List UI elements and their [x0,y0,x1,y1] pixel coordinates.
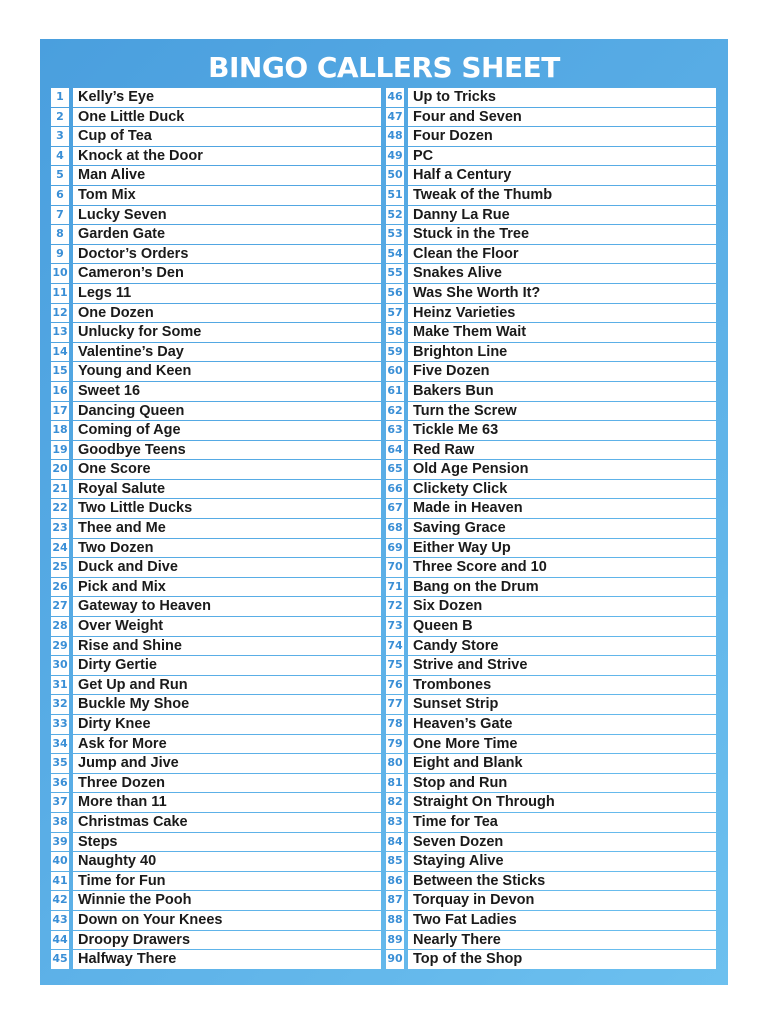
call-row [386,793,716,813]
call-number: 57 [386,304,404,323]
call-row [386,147,716,167]
call-name: Winnie the Pooh [73,891,381,910]
call-row [386,558,716,578]
call-row [51,421,381,441]
call-row [386,695,716,715]
call-number: 45 [51,950,69,969]
call-name: PC [408,147,716,166]
call-name: Seven Dozen [408,833,716,852]
call-name: Gateway to Heaven [73,597,381,616]
calls-column-right [386,88,716,970]
call-number: 24 [51,539,69,558]
call-name: Queen B [408,617,716,636]
call-row [386,499,716,519]
call-name: Garden Gate [73,225,381,244]
call-name: Red Raw [408,441,716,460]
call-row [51,911,381,931]
call-name: Tweak of the Thumb [408,186,716,205]
call-row [386,441,716,461]
call-row [386,460,716,480]
call-number: 49 [386,147,404,166]
call-number: 90 [386,950,404,969]
call-name: Kelly’s Eye [73,88,381,107]
call-row [51,343,381,363]
call-number: 8 [51,225,69,244]
call-name: Bang on the Drum [408,578,716,597]
call-name: Dirty Knee [73,715,381,734]
call-name: Heaven’s Gate [408,715,716,734]
call-row [386,833,716,853]
call-number: 37 [51,793,69,812]
call-row [386,480,716,500]
call-number: 47 [386,108,404,127]
call-number: 80 [386,754,404,773]
call-name: Valentine’s Day [73,343,381,362]
call-name: Down on Your Knees [73,911,381,930]
call-name: Trombones [408,676,716,695]
call-name: Man Alive [73,166,381,185]
call-name: Cameron’s Den [73,264,381,283]
call-name: Snakes Alive [408,264,716,283]
call-name: Make Them Wait [408,323,716,342]
call-name: Three Dozen [73,774,381,793]
call-number: 30 [51,656,69,675]
call-number: 75 [386,656,404,675]
calls-column-left [51,88,381,970]
call-number: 70 [386,558,404,577]
call-name: Heinz Varieties [408,304,716,323]
call-number: 36 [51,774,69,793]
call-row [51,931,381,951]
call-number: 21 [51,480,69,499]
call-row [386,774,716,794]
call-name: Time for Fun [73,872,381,891]
call-name: Was She Worth It? [408,284,716,303]
call-row [51,715,381,735]
call-name: More than 11 [73,793,381,812]
call-name: Four Dozen [408,127,716,146]
call-name: Tom Mix [73,186,381,205]
call-number: 1 [51,88,69,107]
call-number: 43 [51,911,69,930]
call-name: Torquay in Devon [408,891,716,910]
call-name: Staying Alive [408,852,716,871]
call-number: 28 [51,617,69,636]
call-row [51,108,381,128]
call-number: 16 [51,382,69,401]
call-name: Made in Heaven [408,499,716,518]
call-name: Half a Century [408,166,716,185]
call-name: Naughty 40 [73,852,381,871]
call-row [51,441,381,461]
call-number: 13 [51,323,69,342]
call-name: Thee and Me [73,519,381,538]
call-name: Six Dozen [408,597,716,616]
call-row [51,539,381,559]
call-number: 78 [386,715,404,734]
call-name: Two Dozen [73,539,381,558]
call-number: 60 [386,362,404,381]
call-name: Nearly There [408,931,716,950]
call-number: 9 [51,245,69,264]
call-row [386,225,716,245]
call-number: 34 [51,735,69,754]
call-name: Cup of Tea [73,127,381,146]
call-name: Old Age Pension [408,460,716,479]
call-number: 31 [51,676,69,695]
call-number: 79 [386,735,404,754]
call-row [386,872,716,892]
call-name: Sunset Strip [408,695,716,714]
call-row [386,539,716,559]
call-row [51,88,381,108]
call-number: 66 [386,480,404,499]
call-row [386,323,716,343]
call-name: Legs 11 [73,284,381,303]
call-row [51,284,381,304]
call-number: 5 [51,166,69,185]
call-row [386,108,716,128]
call-row [51,460,381,480]
call-name: Straight On Through [408,793,716,812]
call-number: 50 [386,166,404,185]
call-row [386,852,716,872]
call-row [386,676,716,696]
call-number: 61 [386,382,404,401]
call-number: 26 [51,578,69,597]
call-row [51,225,381,245]
call-row [51,950,381,970]
call-number: 15 [51,362,69,381]
call-row [51,578,381,598]
call-number: 89 [386,931,404,950]
call-name: One Dozen [73,304,381,323]
call-number: 2 [51,108,69,127]
call-row [51,147,381,167]
call-row [386,127,716,147]
call-name: Dirty Gertie [73,656,381,675]
call-row [386,597,716,617]
call-number: 39 [51,833,69,852]
call-row [51,774,381,794]
call-number: 83 [386,813,404,832]
call-row [51,695,381,715]
call-number: 65 [386,460,404,479]
call-name: Two Little Ducks [73,499,381,518]
call-number: 6 [51,186,69,205]
call-name: Royal Salute [73,480,381,499]
call-row [51,323,381,343]
call-name: Either Way Up [408,539,716,558]
call-number: 87 [386,891,404,910]
call-row [51,852,381,872]
call-name: Rise and Shine [73,637,381,656]
call-name: Two Fat Ladies [408,911,716,930]
call-name: Young and Keen [73,362,381,381]
call-row [386,519,716,539]
call-name: Stop and Run [408,774,716,793]
call-number: 51 [386,186,404,205]
call-name: Danny La Rue [408,206,716,225]
call-name: Strive and Strive [408,656,716,675]
call-row [51,558,381,578]
call-number: 33 [51,715,69,734]
call-number: 35 [51,754,69,773]
call-row [386,617,716,637]
call-name: Pick and Mix [73,578,381,597]
call-row [386,715,716,735]
call-name: Over Weight [73,617,381,636]
call-row [386,813,716,833]
call-row [51,676,381,696]
call-name: Bakers Bun [408,382,716,401]
call-number: 52 [386,206,404,225]
call-name: Jump and Jive [73,754,381,773]
page-title: BINGO CALLERS SHEET [208,51,560,84]
call-number: 54 [386,245,404,264]
call-name: Ask for More [73,735,381,754]
call-number: 44 [51,931,69,950]
call-row [386,754,716,774]
call-number: 53 [386,225,404,244]
call-row [51,754,381,774]
call-number: 68 [386,519,404,538]
call-number: 14 [51,343,69,362]
call-row [386,402,716,422]
call-number: 7 [51,206,69,225]
call-name: Clean the Floor [408,245,716,264]
call-number: 25 [51,558,69,577]
call-number: 76 [386,676,404,695]
call-row [386,245,716,265]
call-number: 29 [51,637,69,656]
call-number: 27 [51,597,69,616]
call-row [51,793,381,813]
call-name: Buckle My Shoe [73,695,381,714]
call-name: One Little Duck [73,108,381,127]
call-row [51,480,381,500]
call-row [51,833,381,853]
call-row [51,519,381,539]
call-name: Five Dozen [408,362,716,381]
call-row [51,656,381,676]
call-name: Four and Seven [408,108,716,127]
call-number: 55 [386,264,404,283]
call-name: Christmas Cake [73,813,381,832]
call-number: 81 [386,774,404,793]
call-number: 58 [386,323,404,342]
call-row [386,656,716,676]
call-row [51,304,381,324]
call-number: 10 [51,264,69,283]
call-row [386,362,716,382]
call-number: 82 [386,793,404,812]
call-row [386,264,716,284]
call-number: 69 [386,539,404,558]
call-name: Turn the Screw [408,402,716,421]
call-row [51,186,381,206]
call-name: One Score [73,460,381,479]
call-name: Droopy Drawers [73,931,381,950]
call-row [51,264,381,284]
call-name: Lucky Seven [73,206,381,225]
call-number: 40 [51,852,69,871]
call-row [51,637,381,657]
call-row [51,127,381,147]
call-number: 20 [51,460,69,479]
call-row [51,245,381,265]
call-name: Knock at the Door [73,147,381,166]
call-number: 59 [386,343,404,362]
call-number: 42 [51,891,69,910]
call-row [51,166,381,186]
call-number: 4 [51,147,69,166]
call-row [386,891,716,911]
call-row [386,911,716,931]
call-row [51,362,381,382]
call-row [51,891,381,911]
call-number: 88 [386,911,404,930]
call-name: Top of the Shop [408,950,716,969]
call-name: Goodbye Teens [73,441,381,460]
call-name: Get Up and Run [73,676,381,695]
call-row [386,343,716,363]
call-number: 67 [386,499,404,518]
call-number: 17 [51,402,69,421]
call-name: Eight and Blank [408,754,716,773]
call-number: 62 [386,402,404,421]
call-row [51,402,381,422]
call-name: Duck and Dive [73,558,381,577]
call-row [51,617,381,637]
call-name: Unlucky for Some [73,323,381,342]
call-name: Brighton Line [408,343,716,362]
call-number: 11 [51,284,69,303]
call-name: One More Time [408,735,716,754]
call-number: 12 [51,304,69,323]
call-name: Coming of Age [73,421,381,440]
call-name: Dancing Queen [73,402,381,421]
call-number: 85 [386,852,404,871]
call-number: 73 [386,617,404,636]
call-number: 19 [51,441,69,460]
call-row [386,931,716,951]
call-number: 84 [386,833,404,852]
call-row [51,735,381,755]
call-number: 64 [386,441,404,460]
call-row [386,421,716,441]
call-number: 86 [386,872,404,891]
call-number: 71 [386,578,404,597]
call-row [386,88,716,108]
call-number: 38 [51,813,69,832]
call-number: 22 [51,499,69,518]
call-number: 63 [386,421,404,440]
call-row [386,304,716,324]
call-row [51,597,381,617]
call-row [386,637,716,657]
call-row [386,382,716,402]
call-name: Doctor’s Orders [73,245,381,264]
bingo-sheet [40,39,728,985]
call-number: 23 [51,519,69,538]
call-number: 74 [386,637,404,656]
call-number: 56 [386,284,404,303]
call-number: 41 [51,872,69,891]
call-number: 18 [51,421,69,440]
call-row [386,735,716,755]
call-row [51,206,381,226]
call-row [386,578,716,598]
call-number: 46 [386,88,404,107]
call-number: 3 [51,127,69,146]
call-number: 32 [51,695,69,714]
call-row [386,284,716,304]
call-name: Three Score and 10 [408,558,716,577]
call-name: Halfway There [73,950,381,969]
call-name: Saving Grace [408,519,716,538]
call-row [51,499,381,519]
call-name: Up to Tricks [408,88,716,107]
call-row [386,186,716,206]
call-name: Between the Sticks [408,872,716,891]
call-name: Tickle Me 63 [408,421,716,440]
call-row [51,813,381,833]
call-number: 48 [386,127,404,146]
call-name: Sweet 16 [73,382,381,401]
call-number: 77 [386,695,404,714]
call-name: Candy Store [408,637,716,656]
call-row [386,950,716,970]
call-number: 72 [386,597,404,616]
call-name: Clickety Click [408,480,716,499]
call-row [386,166,716,186]
call-row [386,206,716,226]
call-name: Stuck in the Tree [408,225,716,244]
call-name: Steps [73,833,381,852]
call-row [51,872,381,892]
call-name: Time for Tea [408,813,716,832]
call-row [51,382,381,402]
